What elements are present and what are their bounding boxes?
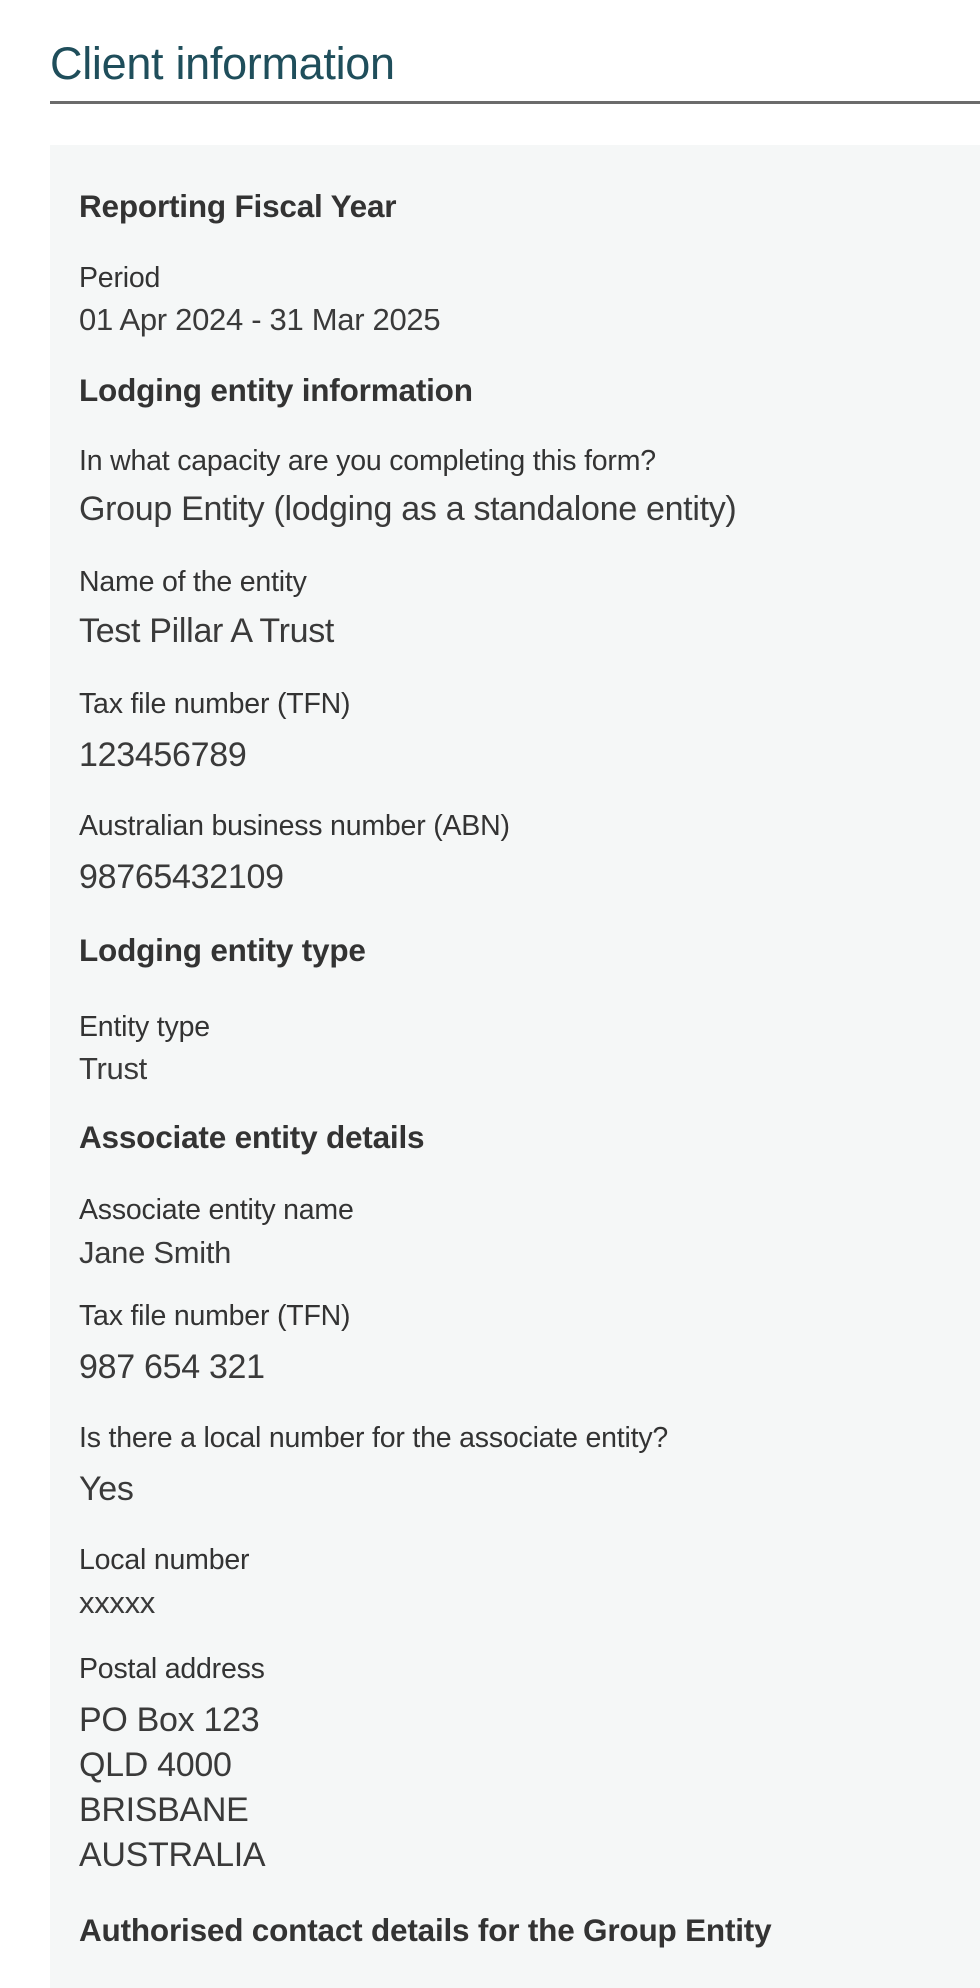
- postal-address-value: [79, 1698, 265, 1878]
- entity-type-label: Entity type: [79, 1011, 210, 1043]
- section-heading-lodging-entity-information: Lodging entity information: [79, 372, 473, 408]
- local-number-question-label: Is there a local number for the associate entity?: [79, 1422, 669, 1454]
- title-divider: [50, 101, 980, 104]
- local-number-question-value: Yes: [79, 1470, 134, 1508]
- abn-value: 98765432109: [79, 858, 284, 896]
- period-value: 01 Apr 2024 - 31 Mar 2025: [79, 302, 441, 337]
- abn-label: Australian business number (ABN): [79, 810, 510, 842]
- section-heading-lodging-entity-type: Lodging entity type: [79, 932, 366, 968]
- postal-address-line: AUSTRALIA: [79, 1836, 266, 1874]
- associate-name-label: Associate entity name: [79, 1194, 354, 1226]
- associate-tfn-value: 987 654 321: [79, 1348, 265, 1386]
- postal-address-line: QLD 4000: [79, 1746, 232, 1784]
- tfn-value: 123456789: [79, 736, 247, 774]
- local-number-value: xxxxx: [79, 1585, 156, 1620]
- capacity-label: In what capacity are you completing this form?: [79, 445, 656, 477]
- postal-address-label: Postal address: [79, 1653, 265, 1685]
- period-label: Period: [79, 262, 161, 294]
- entity-name-label: Name of the entity: [79, 566, 307, 598]
- postal-address-line: BRISBANE: [79, 1791, 249, 1829]
- section-heading-reporting-fiscal-year: Reporting Fiscal Year: [79, 188, 397, 224]
- page-title: Client information: [50, 38, 395, 89]
- section-heading-authorised-contact: Authorised contact details for the Group Entity: [79, 1912, 772, 1948]
- section-heading-associate-entity-details: Associate entity details: [79, 1119, 425, 1155]
- associate-tfn-label: Tax file number (TFN): [79, 1300, 351, 1332]
- entity-name-value: Test Pillar A Trust: [79, 612, 335, 650]
- capacity-value: Group Entity (lodging as a standalone entity): [79, 490, 737, 528]
- associate-name-value: Jane Smith: [79, 1235, 232, 1270]
- entity-type-value: Trust: [79, 1051, 147, 1086]
- postal-address-line: PO Box 123: [79, 1701, 260, 1739]
- tfn-label: Tax file number (TFN): [79, 688, 351, 720]
- local-number-label: Local number: [79, 1544, 250, 1576]
